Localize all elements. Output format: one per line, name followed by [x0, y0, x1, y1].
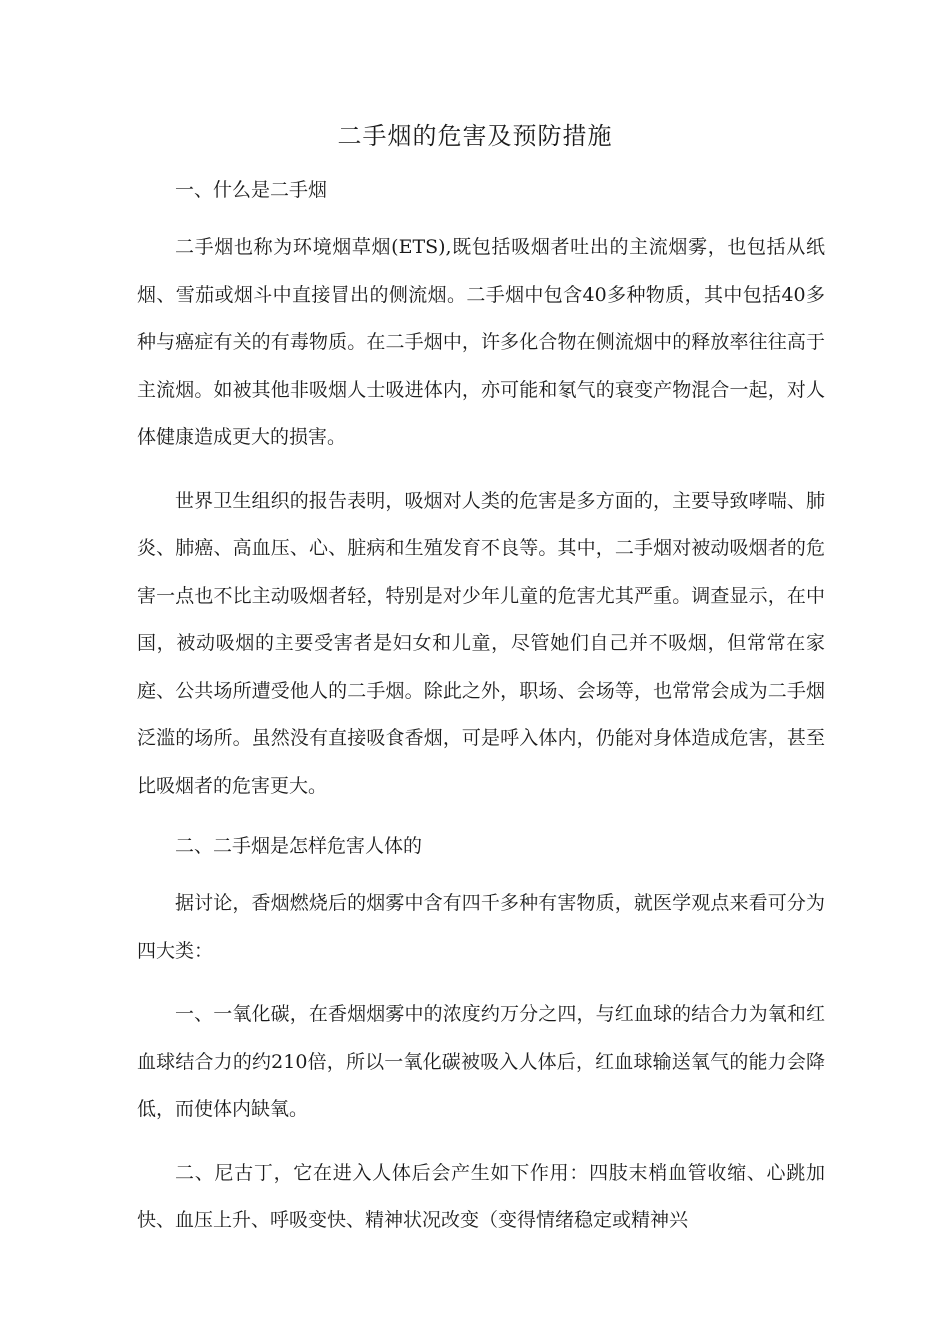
document-body	[137, 170, 825, 1261]
paragraph-who-report: 世界卫生组织的报告表明，吸烟对人类的危害是多方面的，主要导致哮喘、肺炎、肺癌、高血压、心、脏病和生殖发育不良等。其中，二手烟对被动吸烟者的危害一点也不比主动吸烟者轻，特别是对少年儿童的危害尤其严重。调查显示，在中国，被动吸烟的主要受害者是妇女和儿童，尽管她们自己并不吸烟，但常常在家庭、公共场所遭受他人的二手烟。除此之外，职场、会场等，也常常会成为二手烟泛滥的场所。虽然没有直接吸食香烟，可是呼入体内，仍能对身体造成危害，甚至比吸烟者的危害更大。	[137, 489, 825, 797]
document-title: 二手烟的危害及预防措施	[337, 122, 613, 150]
paragraph-carbon-monoxide: 一、一氧化碳，在香烟烟雾中的浓度约万分之四，与红血球的结合力为氧和红血球结合力的约210倍，所以一氧化碳被吸入人体后，红血球输送氧气的能力会降低，而使体内缺氧。	[137, 1003, 825, 1120]
paragraph-nicotine: 二、尼古丁，它在进入人体后会产生如下作用：四肢末梢血管收缩、心跳加快、血压上升、呼吸变快、精神状况改变（变得情绪稳定或精神兴	[137, 1161, 825, 1231]
section-heading-1: 一、什么是二手烟	[175, 179, 328, 201]
paragraph-harmful-substances: 据讨论，香烟燃烧后的烟雾中含有四千多种有害物质，就医学观点来看可分为四大类：	[137, 892, 825, 962]
section-heading-2: 二、二手烟是怎样危害人体的	[175, 835, 423, 857]
paragraph-ets-definition: 二手烟也称为环境烟草烟(ETS),既包括吸烟者吐出的主流烟雾，也包括从纸烟、雪茄或烟斗中直接冒出的侧流烟。二手烟中包含40多种物质，其中包括40多种与癌症有关的有毒物质。在二手烟中，许多化合物在侧流烟中的释放率往往高于主流烟。如被其他非吸烟人士吸进体内，亦可能和氡气的衰变产物混合一起，对人体健康造成更大的损害。	[137, 236, 825, 448]
